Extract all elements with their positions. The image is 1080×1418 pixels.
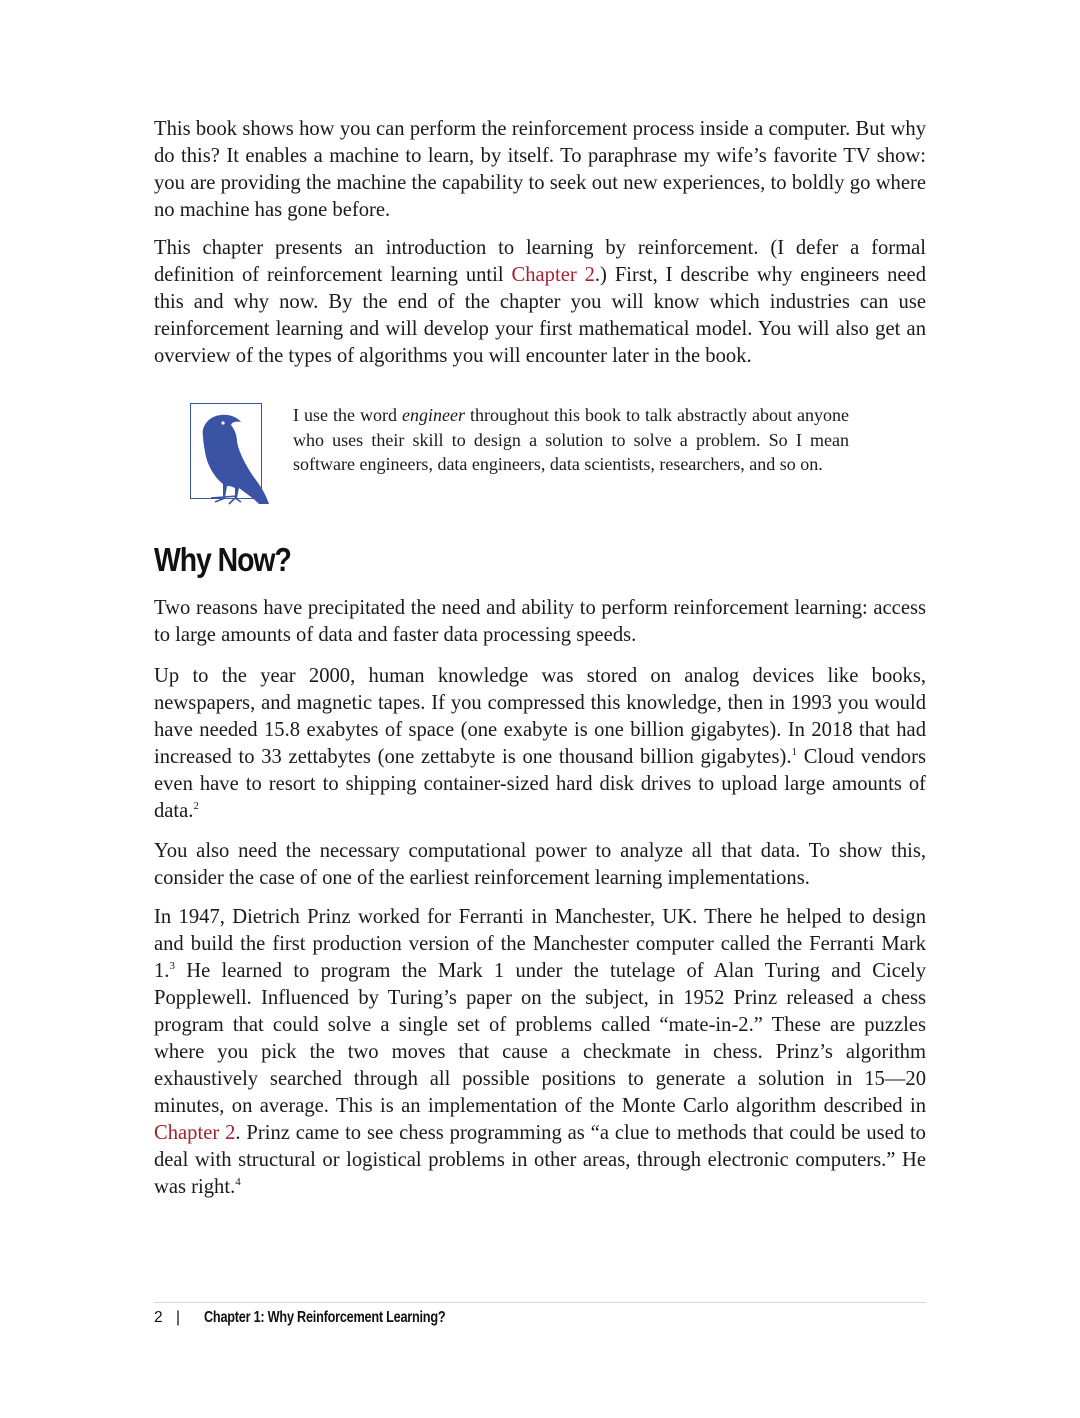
paragraph-6-block [154, 904, 926, 1201]
page-footer [154, 1309, 498, 1327]
paragraph-5-block [154, 838, 926, 892]
paragraph-computational-power: You also need the necessary computational power to analyze all that data. To show this, consider the case of one of the earliest reinforcement learning implementations. [154, 840, 926, 889]
chapter-2-link-2[interactable]: Chapter 2 [154, 1122, 236, 1144]
p2-text-after: .) First, I describe why engineers need this and why now. By the end of the chapter you will know which industries can use reinforcement learning and will develop your first mathematical model. You will also get an overview of the types of algorithms you will encounter later in the book. [154, 264, 926, 367]
intro-paragraph-2-block [154, 235, 926, 370]
chapter-2-link[interactable]: Chapter 2 [511, 264, 595, 286]
footnote-ref-4[interactable]: 4 [235, 1176, 241, 1188]
footer-separator: | [176, 1309, 181, 1326]
note-emphasis: engineer [402, 405, 465, 425]
tip-note-text [293, 403, 849, 477]
bird-tip-icon [190, 403, 262, 499]
intro-paragraph-1: This book shows how you can perform the reinforcement process inside a computer. But why do this? It enables a machine to learn, by itself. To paraphrase my wife’s favorite TV show: you are providing the machine the capability to seek out new experiences, to boldly go where no machine has gone before. [154, 118, 926, 221]
footnote-ref-3[interactable]: 3 [169, 960, 175, 972]
note-text-before: I use the word [293, 405, 403, 425]
intro-paragraph-1-block [154, 116, 926, 224]
footer-divider [154, 1302, 926, 1303]
footnote-ref-1[interactable]: 1 [791, 746, 797, 758]
section-heading: Why Now? [154, 541, 291, 578]
paragraph-3-block [154, 595, 926, 649]
page-number: 2 [154, 1309, 163, 1326]
footnote-ref-2[interactable]: 2 [193, 800, 199, 812]
intro-paragraph-2 [154, 235, 926, 370]
section-heading-block [154, 541, 926, 579]
paragraph-data-growth: Up to the year 2000, human knowledge was stored on analog devices like books, newspapers, and magnetic tapes. If you compressed this knowledge, then in 1993 you would have needed 15.8 exabytes of space (one exabyte is one billion gigabytes). In 2018 that had increased to 33 zettabytes (one zettabyte is one thousand billion gigabytes).$^1$ Cloud vendors even have to resort to shipping container-sized hard disk drives to upload large amounts of data.$^2$ [154, 665, 926, 822]
note-text-after: throughout this book to talk abstractly about anyone who uses their skill to design a solution to solve a problem. So I mean software engineers, data engineers, data scientists, researchers, and so on. [293, 405, 849, 474]
p2-text-before: This chapter presents an introduction to learning by reinforcement. (I defer a formal definition of reinforcement learning until [154, 237, 926, 286]
paragraph-prinz: In 1947, Dietrich Prinz worked for Ferranti in Manchester, UK. There he helped to design and build the first production version of the Manchester computer called the Ferranti Mark 1.$^3$ He learned to program the Mark 1 under the tutelage of Alan Turing and Cicely Popplewell. Influenced by Turing’s paper on the subject, in 1952 Prinz released a chess program that could solve a single set of problems called “mate-in-2.” These are puzzles where you pick the two moves that cause a checkmate in chess. Prinz’s algorithm exhaustively searched through all possible positions to generate a solution in 15—20 minutes, on average. This is an implementation of the Monte Carlo algorithm described in Chapter 2. Prinz came to see chess programming as “a clue to methods that could be used to deal with structural or logistical problems in other areas, through electronic computers.” He was right.$^4$ [154, 906, 926, 1198]
paragraph-reasons: Two reasons have precipitated the need and ability to perform reinforcement learning: access to large amounts of data and faster data processing speeds. [154, 597, 926, 646]
running-chapter-title: Chapter 1: Why Reinforcement Learning? [204, 1309, 446, 1326]
tip-note [190, 403, 870, 503]
paragraph-4-block [154, 663, 926, 825]
